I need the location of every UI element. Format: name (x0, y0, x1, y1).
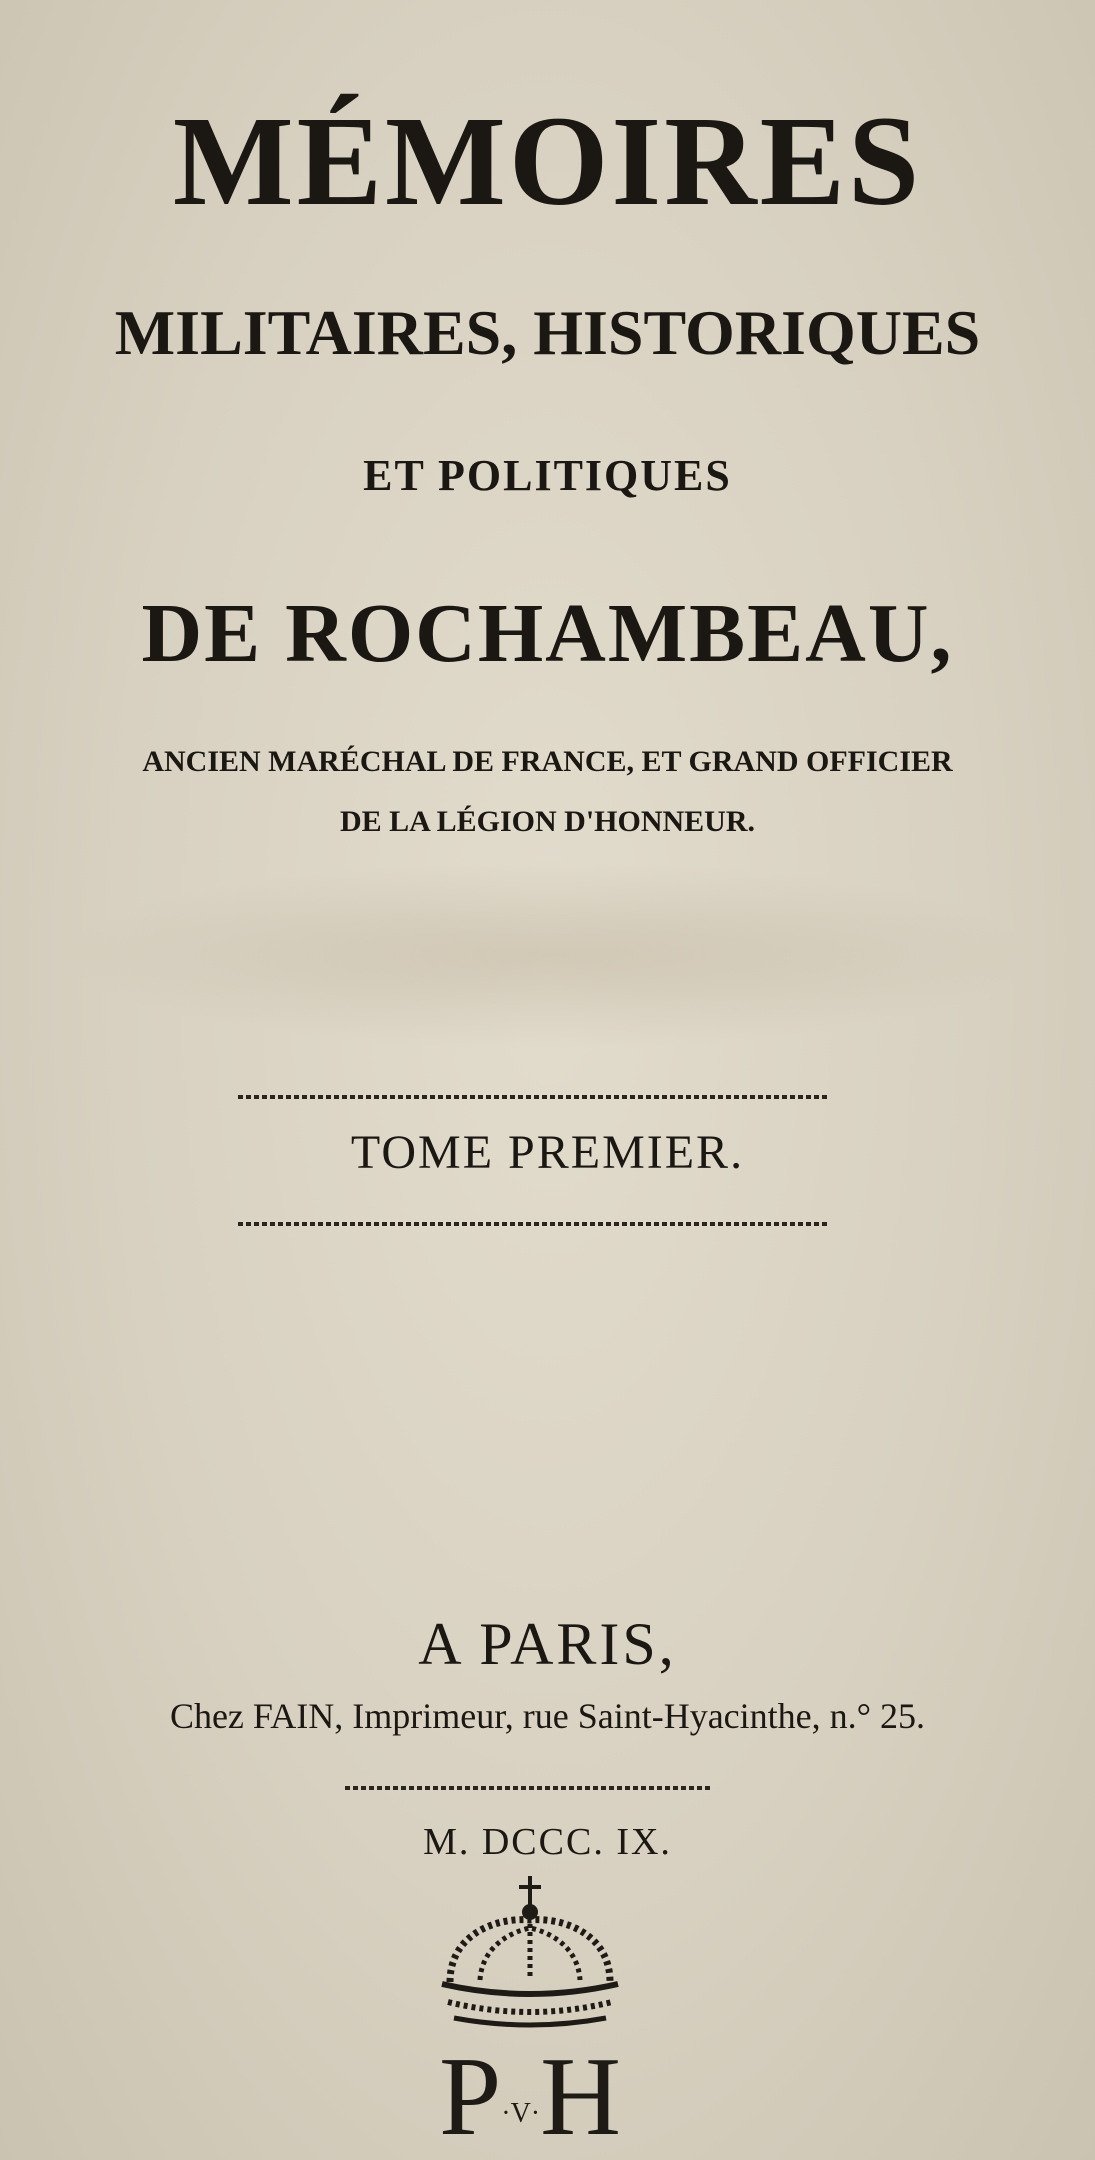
stamp-monogram: P·V·H (438, 2035, 622, 2142)
paper-stain (60, 860, 1040, 1050)
imprint-rule (345, 1786, 710, 1790)
subtitle-line-3: DE ROCHAMBEAU, (141, 587, 954, 680)
crown-monogram-stamp (420, 1872, 640, 2142)
crown-icon (442, 1876, 618, 2025)
book-title: MÉMOIRES (172, 90, 923, 232)
volume-label: TOME PREMIER. (350, 1126, 745, 1179)
imprint-printer: Chez FAIN, Imprimeur, rue Saint-Hyacinthe, n.° 25. (169, 1696, 926, 1736)
author-description-line-1: ANCIEN MARÉCHAL DE FRANCE, ET GRAND OFFICIER (142, 745, 953, 778)
subtitle-line-1: MILITAIRES, HISTORIQUES (114, 297, 981, 368)
author-description-line-2: DE LA LÉGION D'HONNEUR. (339, 805, 756, 838)
volume-rule-bottom (238, 1222, 830, 1226)
imprint-year: M. DCCC. IX. (423, 1821, 672, 1863)
subtitle-line-2: ET POLITIQUES (363, 451, 732, 500)
imprint-city: A PARIS, (418, 1611, 677, 1677)
volume-rule-top (238, 1095, 830, 1099)
